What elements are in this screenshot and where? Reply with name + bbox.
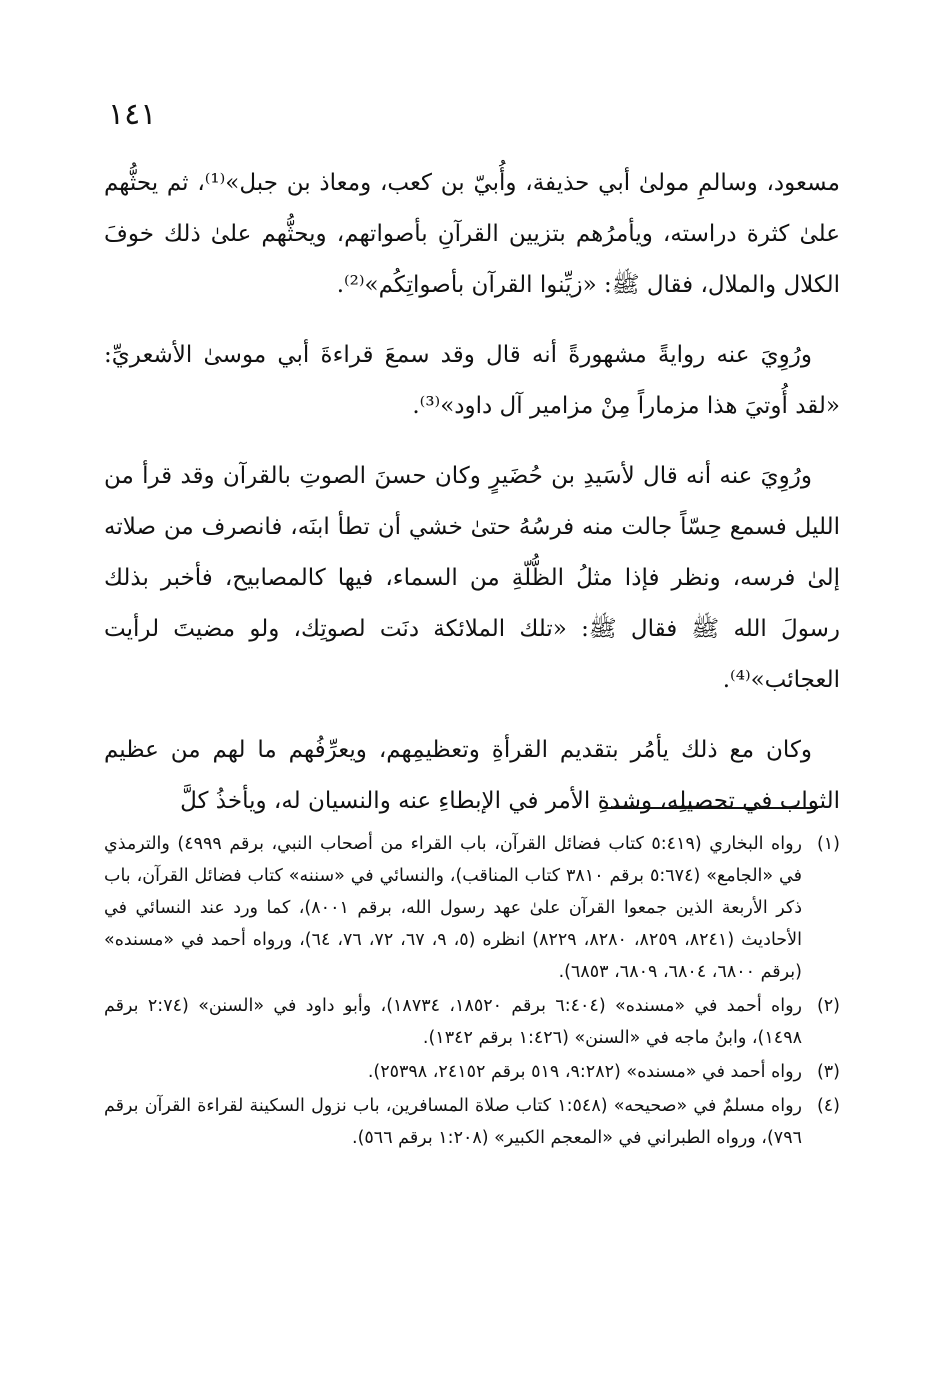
footnote-mark: (٢): [816, 996, 840, 1016]
main-text: [104, 158, 840, 846]
footnote: [104, 1056, 840, 1088]
footnote: [104, 828, 840, 988]
paragraph: ورُوِيَ عنه روايةً مشهورةً أنه قال وقد سمعَ قراءةَ أبي موسىٰ الأشعريِّ: «لقد أُوتيَ هذا مزماراً مِنْ مزامير آل داود»⁽³⁾.: [104, 342, 840, 419]
paragraph: ورُوِيَ عنه أنه قال لأسَيدِ بن حُضَيرٍ وكان حسنَ الصوتِ بالقرآن وقد قرأ من الليل فسمع حِسّاً جالت منه فرسُهُ حتىٰ خشي أن تطأ ابنَه، فانصرف من صلاته إلىٰ فرسه، ونظر فإذا مثلُ الظُّلّةِ من السماء، فيها كالمصابيح، فأخبر بذلك رسولَ الله ﷺ فقال ﷺ: «تلك الملائكة دنَت لصوتِك، ولو مضيتَ لرأيت العجائب»⁽⁴⁾.: [104, 463, 840, 693]
footnote-separator: [602, 807, 818, 809]
footnote-text: رواه أحمد في «مسنده» (٩:٢٨٢، ٥١٩ برقم ٢٤١٥٢، ٢٥٣٩٨).: [367, 1062, 802, 1082]
page-number: ١٤١: [108, 97, 157, 132]
footnote-text: رواه البخاري (٥:٤١٩ كتاب فضائل القرآن، باب القراء من أصحاب النبي، برقم ٤٩٩٩) والترمذي في «الجامع» (٥:٦٧٤ برقم ٣٨١٠ كتاب المناقب)، والنسائي في «سننه» كتاب فضائل القرآن، باب ذكر الأربعة الذين جمعوا القرآن علىٰ عهد رسول الله، برقم ٨٠٠١)، كما ورد عند النسائي في الأحاديث (٨٢٤١، ٨٢٥٩، ٨٢٨٠، ٨٢٢٩) انظره (٥، ٩، ٦٧، ٧٢، ٧٦، ٦٤)، ورواه أحمد في «مسنده» (برقم ٦٨٠٠، ٦٨٠٤، ٦٨٠٩، ٦٨٥٣).: [104, 834, 803, 982]
footnote: [104, 1090, 840, 1154]
footnote-mark: (٤): [816, 1096, 840, 1116]
footnote: [104, 990, 840, 1054]
footnote-mark: (١): [816, 834, 840, 854]
footnote-text: رواه أحمد في «مسنده» (٦:٤٠٤ برقم ١٨٥٢٠، ١٨٧٣٤)، وأبو داود في «السنن» (٢:٧٤ برقم ١٤٩٨)، وابنُ ماجه في «السنن» (١:٤٢٦ برقم ١٣٤٢).: [104, 996, 802, 1048]
paragraph: وكان مع ذلك يأمُر بتقديم القرأةِ وتعظيمِهم، ويعرِّفُهم ما لهم من عظيم الثواب في تحصيلِه، وشدةِ الأمر في الإبطاءِ عنه والنسيان له، ويأخذُ كلَّ: [104, 737, 840, 814]
footnotes: [104, 828, 840, 1156]
footnote-text: رواه مسلمٌ في «صحيحه» (١:٥٤٨ كتاب صلاة المسافرين، باب نزول السكينة لقراءة القرآن برقم ٧٩٦)، ورواه الطبراني في «المعجم الكبير» (١:٢٠٨ برقم ٥٦٦).: [104, 1096, 802, 1148]
paragraph: مسعود، وسالمِ مولىٰ أبي حذيفة، وأُبيّ بن كعب، ومعاذ بن جبل»⁽¹⁾، ثم يحثُّهم علىٰ كثرة دراسته، ويأمرُهم بتزيين القرآنِ بأصواتهم، ويحثُّهم علىٰ ذلك خوفَ الكلال والملال، فقال ﷺ: «زيِّنوا القرآن بأصواتِكُم»⁽²⁾.: [104, 170, 840, 298]
footnote-mark: (٣): [816, 1062, 840, 1082]
